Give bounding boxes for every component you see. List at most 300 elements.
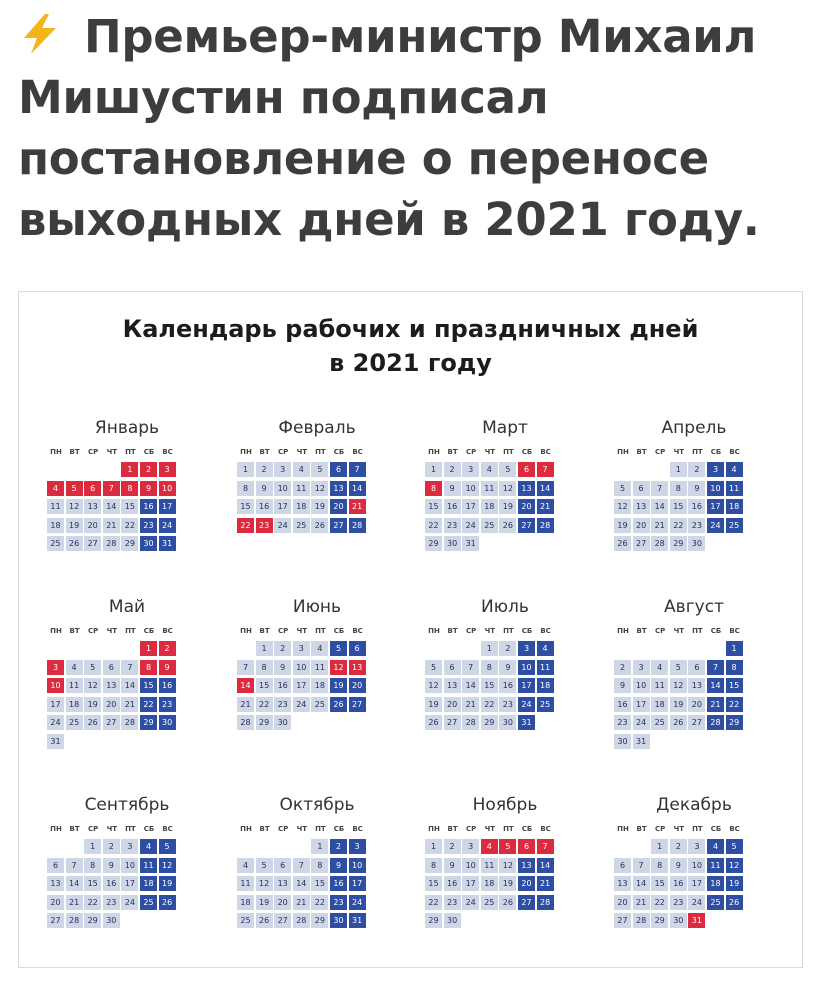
day-cell: 17 — [707, 499, 724, 514]
day-cell: 1 — [256, 641, 273, 656]
headline — [18, 6, 808, 250]
day-cell: 8 — [121, 481, 138, 496]
day-cell: 20 — [444, 697, 461, 712]
day-cell: 3 — [47, 660, 64, 675]
day-cell: 28 — [537, 895, 554, 910]
day-cell: 25 — [726, 518, 743, 533]
weekday-label: ПТ — [125, 627, 136, 635]
day-cell: 5 — [726, 839, 743, 854]
day-cell: 3 — [159, 462, 176, 477]
day-cell: 11 — [537, 660, 554, 675]
day-cell: 26 — [425, 715, 442, 730]
weekday-label: ВТ — [259, 627, 270, 635]
day-cell: 2 — [444, 462, 461, 477]
day-cell: 1 — [140, 641, 157, 656]
day-cell: 12 — [425, 678, 442, 693]
weekday-label: ЧТ — [484, 825, 496, 833]
day-cell: 21 — [633, 895, 650, 910]
day-cell: 14 — [537, 481, 554, 496]
day-cell: 12 — [84, 678, 101, 693]
day-cell: 13 — [633, 499, 650, 514]
day-cell: 31 — [518, 715, 535, 730]
day-cell: 3 — [518, 641, 535, 656]
day-cell: 21 — [707, 697, 724, 712]
day-cell: 11 — [140, 858, 157, 873]
day-cell: 28 — [121, 715, 138, 730]
day-cell: 2 — [614, 660, 631, 675]
day-cell: 5 — [670, 660, 687, 675]
day-cell: 27 — [349, 697, 366, 712]
weekday-label: ПТ — [503, 448, 514, 456]
day-cell: 16 — [444, 499, 461, 514]
day-cell: 14 — [349, 481, 366, 496]
day-cell: 18 — [481, 876, 498, 891]
day-cell: 20 — [349, 678, 366, 693]
day-cell: 21 — [103, 518, 120, 533]
day-cell: 22 — [670, 518, 687, 533]
day-cell: 8 — [256, 660, 273, 675]
day-cell: 15 — [237, 499, 254, 514]
day-cell: 29 — [256, 715, 273, 730]
day-cell: 13 — [103, 678, 120, 693]
weekday-label: ПН — [50, 825, 62, 833]
day-cell: 6 — [47, 858, 64, 873]
day-cell: 22 — [651, 895, 668, 910]
day-cell: 11 — [66, 678, 83, 693]
day-cell: 2 — [274, 641, 291, 656]
day-cell: 12 — [670, 678, 687, 693]
day-cell: 14 — [237, 678, 254, 693]
weekday-label: ЧТ — [106, 448, 118, 456]
day-cell: 22 — [311, 895, 328, 910]
day-cell: 27 — [103, 715, 120, 730]
day-cell: 9 — [444, 858, 461, 873]
day-cell: 27 — [518, 518, 535, 533]
day-cell: 30 — [614, 734, 631, 749]
day-cell: 11 — [707, 858, 724, 873]
day-cell: 26 — [66, 536, 83, 551]
day-cell: 5 — [499, 839, 516, 854]
day-cell: 30 — [688, 536, 705, 551]
weekday-label: СБ — [521, 627, 533, 635]
day-cell: 28 — [349, 518, 366, 533]
day-cell: 19 — [256, 895, 273, 910]
day-cell: 3 — [633, 660, 650, 675]
day-cell: 1 — [311, 839, 328, 854]
weekday-label: СБ — [143, 627, 155, 635]
weekday-label: СР — [466, 448, 477, 456]
day-cell: 4 — [237, 858, 254, 873]
day-cell: 20 — [103, 697, 120, 712]
day-cell: 24 — [462, 518, 479, 533]
day-cell: 29 — [311, 913, 328, 928]
day-cell: 25 — [140, 895, 157, 910]
day-cell: 9 — [256, 481, 273, 496]
day-cell: 4 — [311, 641, 328, 656]
day-cell: 30 — [444, 913, 461, 928]
weekday-label: ВС — [729, 627, 740, 635]
day-cell: 12 — [499, 858, 516, 873]
day-cell: 2 — [688, 462, 705, 477]
day-cell: 25 — [707, 895, 724, 910]
month-name: Октябрь — [279, 795, 355, 815]
day-cell: 21 — [537, 499, 554, 514]
day-cell: 26 — [614, 536, 631, 551]
day-cell: 2 — [444, 839, 461, 854]
day-cell: 29 — [84, 913, 101, 928]
day-cell: 14 — [462, 678, 479, 693]
day-cell: 14 — [103, 499, 120, 514]
weekday-label: ПН — [50, 448, 62, 456]
day-cell: 10 — [462, 481, 479, 496]
day-cell: 12 — [66, 499, 83, 514]
weekday-label: ВС — [352, 825, 363, 833]
day-cell: 31 — [349, 913, 366, 928]
day-cell: 12 — [159, 858, 176, 873]
day-cell: 19 — [425, 697, 442, 712]
day-cell: 23 — [330, 895, 347, 910]
weekday-label: ВС — [729, 448, 740, 456]
day-cell: 25 — [537, 697, 554, 712]
day-cell: 6 — [103, 660, 120, 675]
day-cell: 16 — [688, 499, 705, 514]
day-cell: 15 — [311, 876, 328, 891]
day-cell: 19 — [499, 876, 516, 891]
day-cell: 11 — [726, 481, 743, 496]
day-cell: 27 — [47, 913, 64, 928]
weekday-label: ЧТ — [296, 825, 308, 833]
day-cell: 10 — [121, 858, 138, 873]
weekday-label: ПН — [50, 627, 62, 635]
weekday-label: ПТ — [503, 627, 514, 635]
day-cell: 12 — [726, 858, 743, 873]
day-cell: 31 — [462, 536, 479, 551]
day-cell: 4 — [47, 481, 64, 496]
day-cell: 10 — [293, 660, 310, 675]
day-cell: 2 — [103, 839, 120, 854]
day-cell: 22 — [425, 518, 442, 533]
day-cell: 17 — [274, 499, 291, 514]
day-cell: 14 — [633, 876, 650, 891]
day-cell: 17 — [462, 499, 479, 514]
day-cell: 4 — [726, 462, 743, 477]
weekday-label: ВТ — [259, 448, 270, 456]
day-cell: 20 — [518, 499, 535, 514]
day-cell: 25 — [481, 518, 498, 533]
day-cell: 18 — [293, 499, 310, 514]
day-cell: 1 — [726, 641, 743, 656]
day-cell: 21 — [237, 697, 254, 712]
day-cell: 1 — [651, 839, 668, 854]
month-name: Июль — [481, 597, 529, 617]
day-cell: 9 — [274, 660, 291, 675]
day-cell: 26 — [159, 895, 176, 910]
day-cell: 4 — [140, 839, 157, 854]
day-cell: 10 — [633, 678, 650, 693]
headline-line-3: постановление о переносе — [18, 132, 709, 185]
day-cell: 23 — [256, 518, 273, 533]
day-cell: 26 — [670, 715, 687, 730]
day-cell: 2 — [670, 839, 687, 854]
day-cell: 10 — [349, 858, 366, 873]
month-name: Ноябрь — [472, 795, 538, 815]
day-cell: 15 — [256, 678, 273, 693]
day-cell: 31 — [159, 536, 176, 551]
day-cell: 6 — [444, 660, 461, 675]
weekday-label: ЧТ — [106, 627, 118, 635]
day-cell: 28 — [103, 536, 120, 551]
day-cell: 19 — [614, 518, 631, 533]
day-cell: 17 — [121, 876, 138, 891]
day-cell: 21 — [121, 697, 138, 712]
day-cell: 10 — [159, 481, 176, 496]
weekday-label: ВС — [540, 448, 551, 456]
day-cell: 18 — [237, 895, 254, 910]
day-cell: 6 — [688, 660, 705, 675]
day-cell: 26 — [311, 518, 328, 533]
day-cell: 14 — [537, 858, 554, 873]
weekday-label: ПТ — [315, 825, 326, 833]
day-cell: 21 — [293, 895, 310, 910]
day-cell: 13 — [47, 876, 64, 891]
weekday-label: ПТ — [503, 825, 514, 833]
day-cell: 27 — [444, 715, 461, 730]
weekday-label: ЧТ — [296, 448, 308, 456]
day-cell: 18 — [140, 876, 157, 891]
weekday-label: СР — [88, 448, 99, 456]
calendar-title-line-1: Календарь рабочих и праздничных дней — [122, 315, 699, 343]
day-cell: 30 — [140, 536, 157, 551]
day-cell: 4 — [481, 462, 498, 477]
day-cell: 7 — [121, 660, 138, 675]
day-cell: 23 — [103, 895, 120, 910]
month-name: Июнь — [292, 597, 342, 617]
weekday-label: СР — [278, 627, 289, 635]
day-cell: 5 — [66, 481, 83, 496]
weekday-label: ПТ — [315, 627, 326, 635]
day-cell: 6 — [633, 481, 650, 496]
weekday-label: ВС — [729, 825, 740, 833]
day-cell: 7 — [66, 858, 83, 873]
weekday-label: ВС — [162, 448, 173, 456]
weekday-label: СР — [88, 627, 99, 635]
day-cell: 31 — [633, 734, 650, 749]
day-cell: 13 — [518, 858, 535, 873]
day-cell: 28 — [707, 715, 724, 730]
day-cell: 20 — [518, 876, 535, 891]
day-cell: 13 — [614, 876, 631, 891]
weekday-label: СБ — [143, 448, 155, 456]
day-cell: 5 — [159, 839, 176, 854]
day-cell: 28 — [633, 913, 650, 928]
day-cell: 26 — [256, 913, 273, 928]
day-cell: 16 — [159, 678, 176, 693]
day-cell: 29 — [121, 536, 138, 551]
day-cell: 13 — [84, 499, 101, 514]
day-cell: 29 — [726, 715, 743, 730]
day-cell: 24 — [274, 518, 291, 533]
day-cell: 1 — [121, 462, 138, 477]
weekday-label: СР — [278, 448, 289, 456]
day-cell: 25 — [481, 895, 498, 910]
day-cell: 19 — [670, 697, 687, 712]
day-cell: 19 — [726, 876, 743, 891]
day-cell: 6 — [518, 462, 535, 477]
day-cell: 23 — [614, 715, 631, 730]
weekday-label: ЧТ — [296, 627, 308, 635]
day-cell: 9 — [444, 481, 461, 496]
day-cell: 4 — [481, 839, 498, 854]
day-cell: 1 — [481, 641, 498, 656]
weekday-label: ПТ — [315, 448, 326, 456]
day-cell: 28 — [651, 536, 668, 551]
day-cell: 30 — [103, 913, 120, 928]
day-cell: 8 — [726, 660, 743, 675]
day-cell: 18 — [66, 697, 83, 712]
day-cell: 26 — [499, 518, 516, 533]
weekday-label: ВТ — [259, 825, 270, 833]
day-cell: 23 — [688, 518, 705, 533]
day-cell: 20 — [47, 895, 64, 910]
day-cell: 11 — [293, 481, 310, 496]
day-cell: 14 — [651, 499, 668, 514]
weekday-label: ПН — [617, 627, 629, 635]
day-cell: 3 — [274, 462, 291, 477]
day-cell: 31 — [688, 913, 705, 928]
weekday-label: СБ — [333, 448, 345, 456]
day-cell: 7 — [651, 481, 668, 496]
day-cell: 16 — [670, 876, 687, 891]
day-cell: 5 — [84, 660, 101, 675]
weekday-label: ПТ — [692, 627, 703, 635]
weekday-label: ЧТ — [484, 627, 496, 635]
day-cell: 9 — [614, 678, 631, 693]
day-cell: 7 — [293, 858, 310, 873]
day-cell: 2 — [256, 462, 273, 477]
headline-line-1-text: Премьер-министр Михаил — [84, 10, 757, 63]
day-cell: 24 — [707, 518, 724, 533]
day-cell: 24 — [293, 697, 310, 712]
day-cell: 13 — [349, 660, 366, 675]
month-name: Февраль — [278, 418, 356, 438]
day-cell: 30 — [274, 715, 291, 730]
day-cell: 11 — [481, 858, 498, 873]
day-cell: 10 — [688, 858, 705, 873]
weekday-label: ВТ — [636, 448, 647, 456]
day-cell: 9 — [330, 858, 347, 873]
day-cell: 15 — [481, 678, 498, 693]
day-cell: 16 — [274, 678, 291, 693]
day-cell: 3 — [688, 839, 705, 854]
headline-line-2: Мишустин подписал — [18, 71, 549, 124]
day-cell: 10 — [47, 678, 64, 693]
day-cell: 3 — [293, 641, 310, 656]
weekday-label: ЧТ — [673, 825, 685, 833]
day-cell: 20 — [614, 895, 631, 910]
day-cell: 27 — [633, 536, 650, 551]
weekday-label: ПН — [617, 825, 629, 833]
day-cell: 26 — [726, 895, 743, 910]
day-cell: 26 — [330, 697, 347, 712]
day-cell: 29 — [425, 536, 442, 551]
day-cell: 8 — [670, 481, 687, 496]
day-cell: 3 — [462, 839, 479, 854]
day-cell: 12 — [311, 481, 328, 496]
day-cell: 23 — [444, 895, 461, 910]
day-cell: 19 — [159, 876, 176, 891]
day-cell: 23 — [140, 518, 157, 533]
day-cell: 27 — [274, 913, 291, 928]
day-cell: 22 — [121, 518, 138, 533]
day-cell: 7 — [349, 462, 366, 477]
day-cell: 25 — [293, 518, 310, 533]
day-cell: 8 — [237, 481, 254, 496]
weekday-label: ЧТ — [106, 825, 118, 833]
day-cell: 15 — [140, 678, 157, 693]
headline-line-4: выходных дней в 2021 году. — [18, 193, 760, 246]
day-cell: 5 — [499, 462, 516, 477]
day-cell: 30 — [330, 913, 347, 928]
day-cell: 8 — [481, 660, 498, 675]
day-cell: 30 — [670, 913, 687, 928]
day-cell: 1 — [84, 839, 101, 854]
weekday-label: ПТ — [125, 825, 136, 833]
day-cell: 29 — [425, 913, 442, 928]
day-cell: 5 — [256, 858, 273, 873]
day-cell: 28 — [462, 715, 479, 730]
day-cell: 6 — [349, 641, 366, 656]
day-cell: 10 — [462, 858, 479, 873]
weekday-label: ПН — [428, 825, 440, 833]
day-cell: 28 — [293, 913, 310, 928]
weekday-label: ПН — [428, 627, 440, 635]
day-cell: 16 — [330, 876, 347, 891]
day-cell: 29 — [140, 715, 157, 730]
calendar-title-line-2: в 2021 году — [329, 349, 492, 377]
day-cell: 18 — [47, 518, 64, 533]
weekday-label: СБ — [710, 448, 722, 456]
day-cell: 11 — [237, 876, 254, 891]
day-cell: 14 — [293, 876, 310, 891]
day-cell: 25 — [651, 715, 668, 730]
day-cell: 11 — [47, 499, 64, 514]
day-cell: 17 — [462, 876, 479, 891]
weekday-label: СР — [655, 825, 666, 833]
day-cell: 8 — [425, 858, 442, 873]
day-cell: 10 — [274, 481, 291, 496]
day-cell: 18 — [311, 678, 328, 693]
weekday-label: ПН — [240, 627, 252, 635]
weekday-label: ВТ — [69, 448, 80, 456]
day-cell: 31 — [47, 734, 64, 749]
day-cell: 24 — [349, 895, 366, 910]
day-cell: 20 — [84, 518, 101, 533]
weekday-label: ПТ — [125, 448, 136, 456]
day-cell: 20 — [274, 895, 291, 910]
day-cell: 22 — [481, 697, 498, 712]
day-cell: 20 — [688, 697, 705, 712]
day-cell: 14 — [707, 678, 724, 693]
day-cell: 2 — [159, 641, 176, 656]
day-cell: 3 — [707, 462, 724, 477]
weekday-label: СБ — [710, 825, 722, 833]
day-cell: 27 — [518, 895, 535, 910]
day-cell: 11 — [481, 481, 498, 496]
day-cell: 6 — [84, 481, 101, 496]
day-cell: 16 — [256, 499, 273, 514]
day-cell: 15 — [651, 876, 668, 891]
day-cell: 7 — [633, 858, 650, 873]
